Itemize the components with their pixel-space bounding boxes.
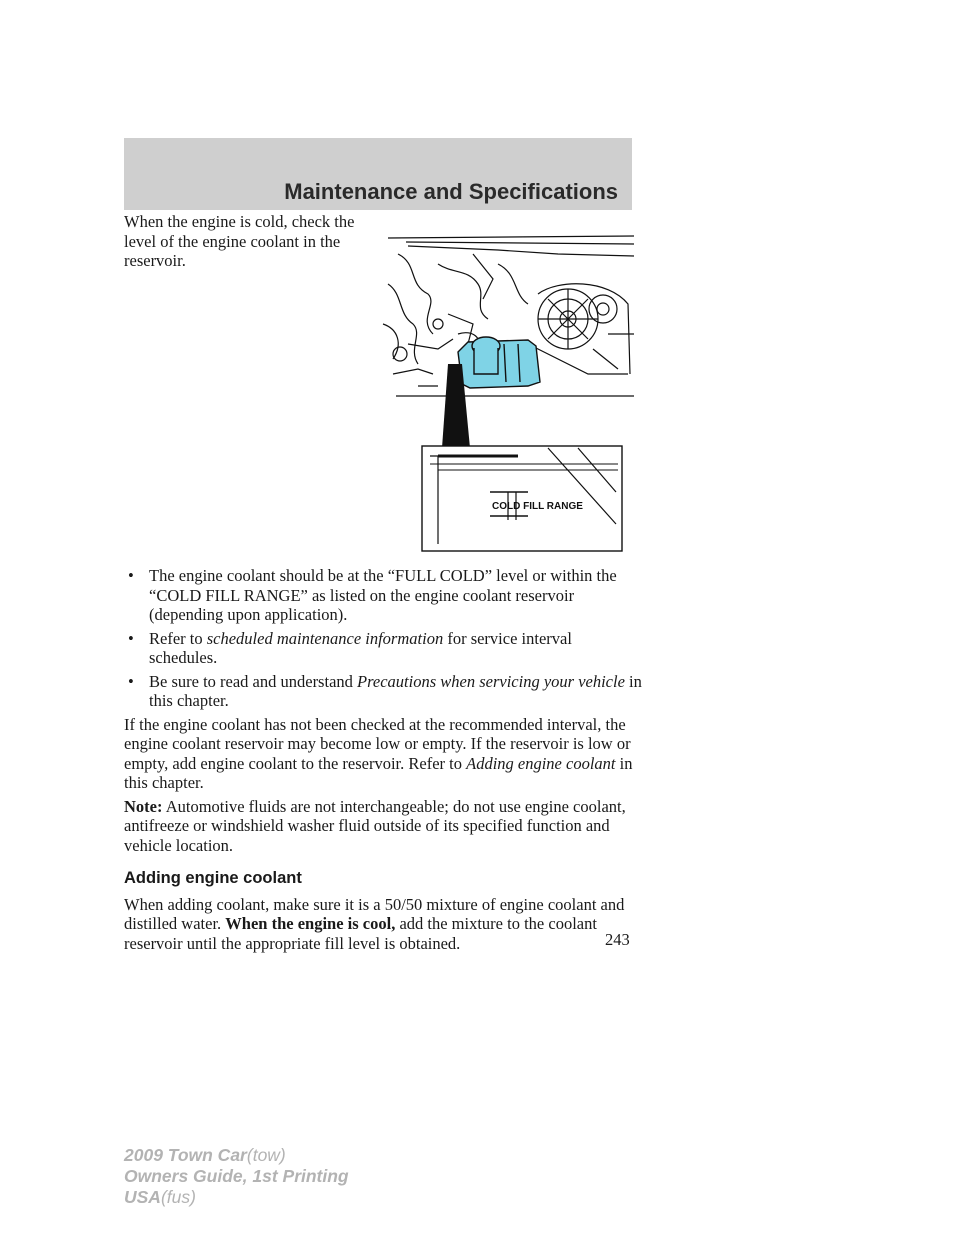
note-paragraph — [124, 797, 644, 856]
footer-market-code: (fus) — [160, 1187, 196, 1207]
subheading: Adding engine coolant — [124, 869, 302, 887]
inset-label: COLD FILL RANGE — [492, 501, 583, 512]
note-label: Note: — [124, 796, 163, 816]
coolant-reservoir-illustration — [378, 224, 636, 554]
page-number: 243 — [605, 930, 630, 949]
main-content — [124, 566, 644, 957]
reservoir-shape — [458, 337, 540, 388]
low-coolant-paragraph — [124, 715, 644, 793]
bullet-item — [124, 566, 644, 625]
bullet-item — [124, 629, 644, 668]
engine-bay-drawing — [378, 224, 636, 554]
bullet-text: Be sure to read and understand — [149, 671, 358, 691]
paragraph-text: When adding coolant, make sure it is a 50/50 mixture of engine coolant and distilled water. — [124, 894, 625, 933]
paragraph-text: in this chapter. — [124, 753, 633, 792]
paragraph-text: If the engine coolant has not been checked at the recommended interval, the engine coolant reservoir may become low or empty. If the reservoir is low or empty, add engine coolant to the reservoir. Refer to — [124, 714, 631, 773]
engine-cool-emphasis: When the engine is cool, — [225, 914, 396, 933]
bullet-text: The engine coolant should be at the “FULL COLD” level or within the “COLD FILL RANGE” as listed on the engine coolant reservoir (depending upon application). — [149, 566, 617, 624]
footer-model-code: (tow) — [246, 1145, 286, 1165]
intro-paragraph: When the engine is cold, check the level of the engine coolant in the reservoir. — [124, 212, 355, 270]
bullet-text: Refer to — [149, 628, 207, 648]
section-title: Maintenance and Specifications — [284, 179, 618, 204]
footer — [124, 1145, 349, 1208]
note-text: Automotive fluids are not interchangeable; do not use engine coolant, antifreeze or windshield washer fluid outside of its specified function and vehicle location. — [124, 796, 626, 855]
bullet-text: in this chapter. — [149, 671, 642, 710]
paragraph-text: add the mixture to the coolant reservoir until the appropriate fill level is obtained. — [124, 914, 597, 953]
section-header — [124, 138, 632, 210]
footer-model: 2009 Town Car — [124, 1145, 247, 1165]
bullet-dot: • — [128, 566, 134, 585]
inset-box — [422, 446, 622, 551]
footer-guide: Owners Guide, 1st Printing — [124, 1166, 349, 1186]
maintenance-info-reference: scheduled maintenance information — [206, 628, 444, 648]
footer-market: USA — [124, 1187, 161, 1207]
bullet-dot: • — [128, 671, 134, 691]
precautions-reference: Precautions when servicing your vehicle — [357, 671, 625, 691]
adding-coolant-paragraph — [124, 895, 644, 954]
adding-coolant-reference: Adding engine coolant — [466, 753, 616, 773]
bullet-item — [124, 672, 644, 711]
bullet-dot: • — [128, 628, 134, 648]
bullet-text: for service interval schedules. — [149, 628, 572, 667]
